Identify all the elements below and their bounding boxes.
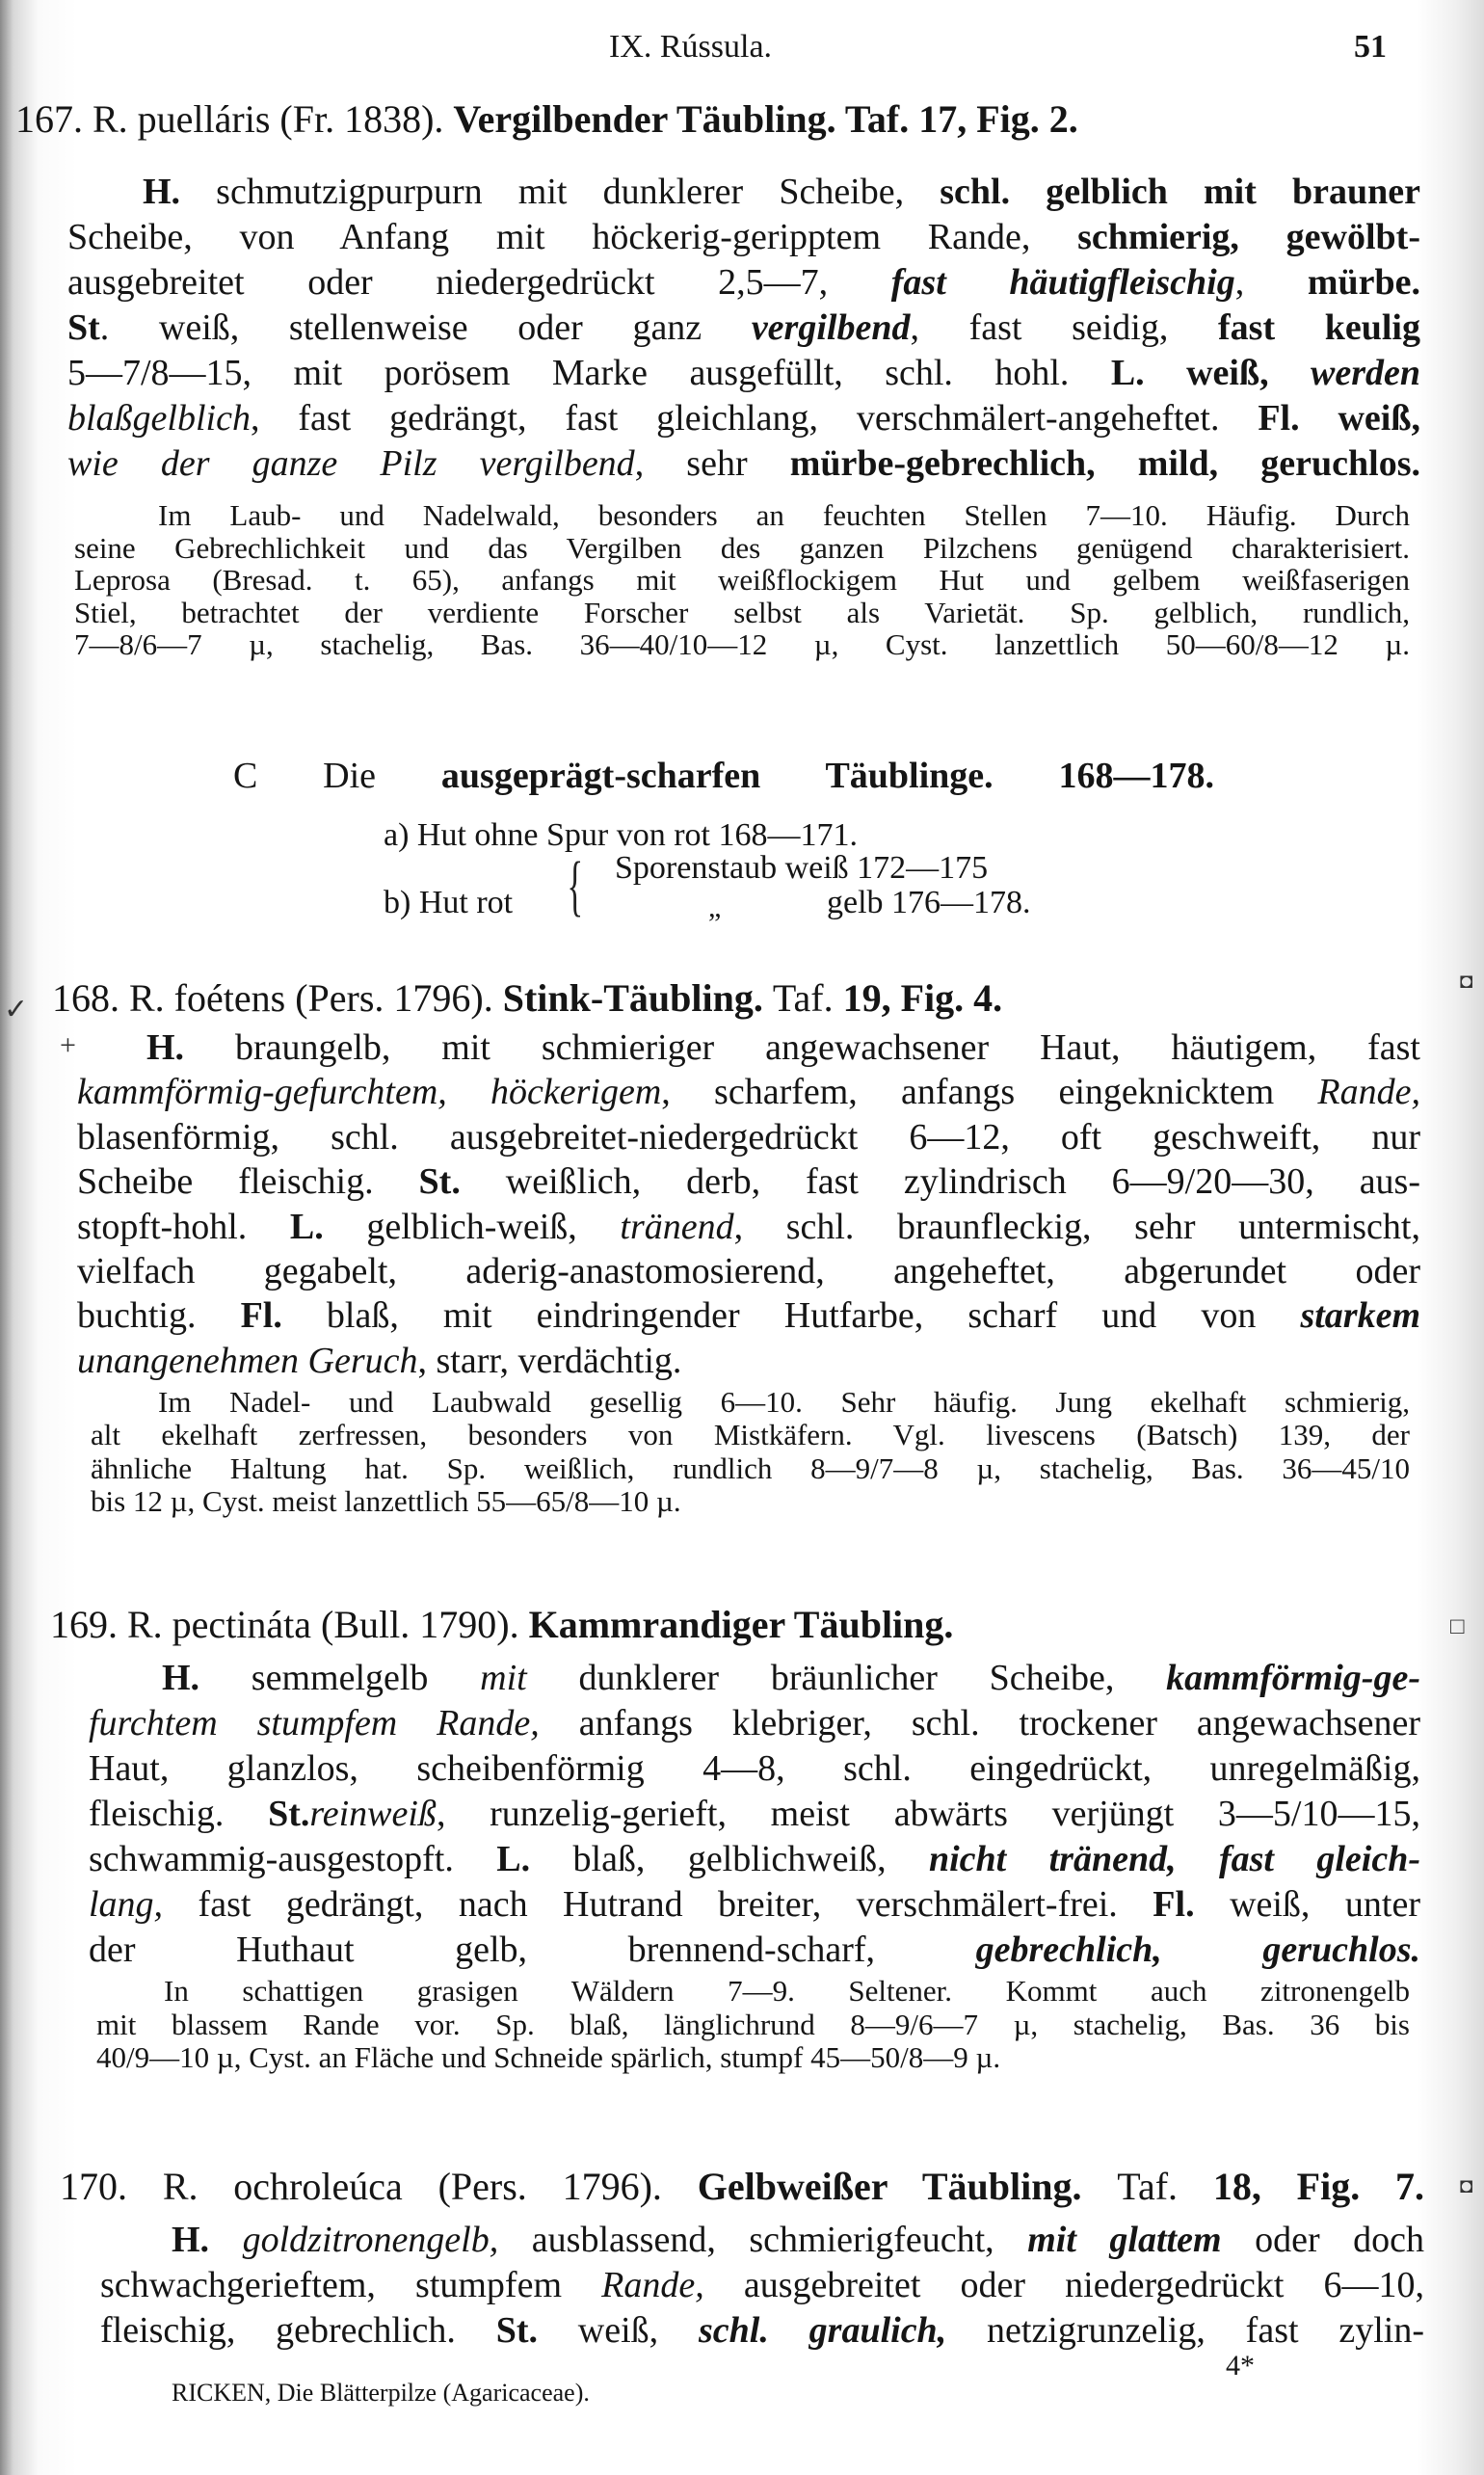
note-line	[74, 563, 1410, 598]
text-run: Taf.	[1117, 2165, 1213, 2208]
text-run: fast gedrängt, nach Hutrand breiter, verschmälert-frei.	[163, 1884, 1153, 1925]
text-run: Scheibe fleischig.	[77, 1161, 419, 1203]
note-line	[158, 498, 1410, 533]
text-run: buchtig.	[77, 1295, 241, 1337]
text-run: stopft-hohl.	[77, 1206, 290, 1247]
description-line	[89, 1793, 1420, 1835]
text-run: kammförmig-ge-	[1166, 1658, 1420, 1698]
description-line	[67, 352, 1420, 394]
text-run: Leprosa (Bresad. t. 65), anfangs mit weißflockigem Hut und gelbem weißfaserigen	[74, 563, 1410, 598]
text-run: , fast gedrängt, fast gleichlang, verschmälert-angeheftet.	[250, 398, 1259, 439]
description-line	[67, 261, 1420, 304]
entry-title	[52, 975, 1253, 1021]
text-run: blaß, mit eindringender Hutfarbe, scharf und von	[281, 1295, 1301, 1337]
text-run: Stiel, betrachtet der verdiente Forscher selbst als Varietät. Sp. gelblich, rundlich,	[74, 595, 1410, 629]
key-a: a) Hut ohne Spur von rot 168—171.	[384, 817, 859, 853]
description-line	[143, 171, 1420, 213]
entry-title	[50, 1602, 1147, 1647]
text-run: 170. R. ochroleúca (Pers. 1796).	[60, 2165, 698, 2208]
entry-title	[15, 96, 1420, 142]
text-run: oder doch	[1221, 2220, 1425, 2260]
text-run: semmelgelb	[199, 1658, 481, 1698]
note-line	[74, 627, 1410, 662]
text-run: , sehr	[634, 443, 790, 484]
text-run: gelblich-weiß,	[323, 1206, 621, 1247]
text-run: St.	[418, 1161, 461, 1203]
description-line	[67, 442, 1420, 485]
note-line	[74, 531, 1410, 566]
text-run: 168. R. foétens (Pers. 1796).	[52, 976, 503, 1020]
description-line	[146, 1026, 1420, 1069]
text-run: 167. R. puelláris (Fr. 1838).	[15, 97, 454, 141]
note-line	[158, 1385, 1410, 1420]
text-run: alt ekelhaft zerfressen, besonders von Mistkäfern. Vgl. livescens (Batsch) 139, der	[91, 1418, 1410, 1452]
running-head-title: IX. Rússula.	[609, 29, 773, 65]
text-run: anfangs klebriger, schl. trockener angewachsener	[539, 1703, 1420, 1743]
text-run: kammförmig-gefurchtem, höckerigem	[77, 1072, 662, 1113]
description-line	[100, 2309, 1424, 2352]
note-line	[164, 1974, 1410, 2009]
text-run: Fl. weiß,	[1258, 398, 1420, 439]
text-run: Im Nadel- und Laubwald gesellig 6—10. Sehr häufig. Jung ekelhaft schmierig,	[158, 1385, 1410, 1419]
description-line	[89, 1929, 1420, 1971]
text-run: unangenehmen Geruch	[77, 1340, 418, 1381]
text-run: schwammig-ausgestopft.	[89, 1839, 497, 1879]
section-heading	[233, 755, 1214, 797]
text-run: schl. gelblich mit brauner	[904, 172, 1420, 212]
text-run: ausblassend, schmierigfeucht,	[498, 2220, 1028, 2260]
note-line	[96, 2040, 1410, 2075]
text-run: der Huthaut gelb, brennend-scharf,	[89, 1929, 976, 1970]
text-run: Fl.	[1153, 1884, 1195, 1925]
text-run: Fl.	[240, 1295, 282, 1337]
text-run: bis 12 µ, Cyst. meist lanzettlich 55—65/8—10 µ.	[91, 1484, 681, 1519]
text-run: fast häutigfleischig	[890, 262, 1235, 303]
margin-mark-icon: ◘	[1460, 969, 1473, 993]
text-run: 5—7/8—15, mit porösem Marke ausgefüllt, schl. hohl.	[67, 353, 1111, 393]
text-run: H.	[146, 1027, 185, 1068]
text-run: seine Gebrechlichkeit und das Vergilben des ganzen Pilzchens genügend charakterisiert.	[74, 530, 1410, 565]
text-run: H.	[143, 172, 181, 212]
text-run: fleischig.	[89, 1794, 269, 1834]
text-run: ähnliche Haltung hat. Sp. weißlich, rundlich 8—9/7—8 µ, stachelig, Bas. 36—45/10	[91, 1450, 1410, 1485]
note-line	[91, 1418, 1410, 1452]
text-run: wie der ganze Pilz vergilbend	[67, 443, 635, 484]
text-run: Haut, glanzlos, scheibenförmig 4—8, schl. eingedrückt, unregelmäßig,	[89, 1748, 1420, 1789]
text-run: schwachgerieftem, stumpfem	[100, 2265, 602, 2305]
brace: {	[567, 849, 584, 923]
text-run: 18, Fig. 7.	[1212, 2165, 1425, 2208]
text-run: , starr, verdächtig.	[417, 1340, 682, 1381]
text-run: blasenförmig, schl. ausgebreitet-niedergedrückt 6—12, oft geschweift, nur	[77, 1116, 1420, 1158]
description-line	[100, 2264, 1424, 2306]
description-line	[89, 1883, 1420, 1926]
margin-mark-icon: □	[1450, 1614, 1465, 1639]
note-line	[91, 1451, 1410, 1486]
description-line	[77, 1340, 1420, 1382]
text-run: lang,	[89, 1884, 164, 1925]
text-run: vergilbend	[751, 307, 911, 348]
description-line	[77, 1116, 1420, 1158]
description-line	[67, 306, 1420, 349]
text-run: Gelbweißer Täubling.	[697, 2165, 1118, 2208]
text-run: H.	[162, 1658, 200, 1698]
note-line	[96, 2008, 1410, 2042]
text-run: schmierig, gewölbt-	[1030, 217, 1420, 257]
cross-mark-icon: +	[60, 1029, 76, 1061]
text-run: nicht tränend, fast gleich-	[928, 1839, 1421, 1879]
margin-mark-icon: ◘	[1460, 2173, 1473, 2197]
key-b1: Sporenstaub weiß 172—175	[615, 850, 989, 886]
text-run: C Die	[233, 756, 441, 796]
text-run: mürbe-gebrechlich, mild, geruchlos.	[789, 443, 1420, 484]
text-run: In schattigen grasigen Wäldern 7—9. Seltener. Kommt auch zitronengelb	[164, 1974, 1410, 2008]
text-run: Rande,	[601, 2265, 704, 2305]
text-run: Kammrandiger Täubling.	[528, 1603, 954, 1646]
description-line	[77, 1160, 1420, 1203]
text-run: mit blassem Rande vor. Sp. blaß, länglichrund 8—9/6—7 µ, stachelig, Bas. 36 bis	[96, 2007, 1410, 2041]
text-run: gebrechlich, geruchlos.	[975, 1929, 1420, 1970]
check-mark-icon: ✓	[4, 994, 29, 1025]
key-b: b) Hut rot	[384, 885, 514, 920]
text-run: reinweiß	[309, 1794, 437, 1834]
text-run: starkem	[1300, 1295, 1420, 1337]
text-run: ,	[1234, 262, 1308, 303]
note-line	[74, 596, 1410, 630]
description-line	[67, 397, 1420, 439]
text-run: mit glattem	[1027, 2220, 1222, 2260]
text-run: schmutzigpurpurn mit dunklerer Scheibe,	[180, 172, 905, 212]
text-run: weiß,	[538, 2310, 699, 2351]
description-line	[172, 2219, 1424, 2261]
text-run: Taf. 17, Fig. 2.	[844, 97, 1078, 141]
text-run: , schl. braunfleckig, sehr untermischt,	[733, 1206, 1420, 1247]
text-run: schl. graulich,	[699, 2310, 947, 2351]
text-run: 169. R. pectináta (Bull. 1790).	[50, 1603, 529, 1646]
text-run: Rande,	[1317, 1072, 1420, 1113]
text-run: tränend	[620, 1206, 734, 1247]
text-run: mit	[480, 1658, 527, 1698]
text-run: Stink-Täubling.	[502, 976, 773, 1020]
text-run: weißlich, derb, fast zylindrisch 6—9/20—30, aus-	[460, 1161, 1420, 1203]
text-run: ausgeprägt-scharfen Täublinge. 168—178.	[440, 756, 1215, 796]
note-line	[91, 1484, 1410, 1519]
text-run: braungelb, mit schmieriger angewachsener Haut, häutigem, fast	[184, 1027, 1420, 1068]
text-run: Taf.	[772, 976, 843, 1020]
description-line	[162, 1657, 1420, 1699]
description-line	[77, 1250, 1420, 1292]
text-run: mürbe.	[1307, 262, 1420, 303]
text-run: Vergilbender Täubling.	[453, 97, 845, 141]
text-run: L. weiß,	[1110, 353, 1311, 393]
entry-title	[60, 2164, 1424, 2209]
text-run: ausgebreitet oder niedergedrückt 6—10,	[703, 2265, 1425, 2305]
text-run: vielfach gegabelt, aderig-anastomosierend, angeheftet, abgerundet oder	[77, 1251, 1420, 1291]
text-run: werden	[1311, 353, 1420, 393]
text-run: Scheibe, von Anfang mit höckerig-geripptem Rande,	[67, 217, 1031, 257]
text-run: goldzitronengelb,	[209, 2220, 499, 2260]
text-run: furchtem stumpfem Rande,	[89, 1703, 540, 1743]
page-number: 51	[1354, 29, 1387, 65]
text-run: , scharfem, anfangs eingeknicktem	[661, 1072, 1318, 1113]
text-run: L.	[496, 1839, 531, 1879]
key-b2: gelb 176—178.	[827, 885, 1031, 920]
text-run: blaß, gelblichweiß,	[530, 1839, 929, 1879]
description-line	[77, 1294, 1420, 1337]
key-b2-ditto: „	[708, 892, 722, 923]
description-line	[77, 1206, 1420, 1248]
text-run: St	[67, 307, 100, 348]
description-line	[89, 1747, 1420, 1790]
text-run: 7—8/6—7 µ, stachelig, Bas. 36—40/10—12 µ, Cyst. lanzettlich 50—60/8—12 µ.	[74, 627, 1410, 662]
footer-imprint: RICKEN, Die Blätterpilze (Agaricaceae).	[172, 2379, 590, 2407]
text-run: . weiß, stellenweise oder ganz	[99, 307, 752, 348]
text-run: 19, Fig. 4.	[842, 976, 1003, 1020]
description-line	[89, 1702, 1420, 1744]
text-run: fast keulig	[1218, 307, 1420, 348]
description-line	[67, 216, 1420, 258]
text-run: blaßgelblich	[67, 398, 251, 439]
text-run: , fast seidig,	[910, 307, 1218, 348]
text-run: netzigrunzelig, fast zylin-	[946, 2310, 1424, 2351]
description-line	[77, 1071, 1420, 1113]
text-run: St.	[495, 2310, 538, 2351]
text-run: ausgebreitet oder niedergedrückt 2,5—7,	[67, 262, 891, 303]
text-run: dunklerer bräunlicher Scheibe,	[526, 1658, 1167, 1698]
text-run: St.	[268, 1794, 310, 1834]
text-run: L.	[289, 1206, 324, 1247]
signature-mark: 4*	[1226, 2350, 1255, 2382]
text-run: fleischig, gebrechlich.	[100, 2310, 496, 2351]
text-run: Im Laub- und Nadelwald, besonders an feuchten Stellen 7—10. Häufig. Durch	[158, 498, 1410, 532]
text-run: H.	[172, 2220, 210, 2260]
description-line	[89, 1838, 1420, 1880]
text-run: 40/9—10 µ, Cyst. an Fläche und Schneide spärlich, stumpf 45—50/8—9 µ.	[96, 2040, 1001, 2074]
text-run: , runzelig-gerieft, meist abwärts verjüngt 3—5/10—15,	[436, 1794, 1420, 1834]
text-run: weiß, unter	[1194, 1884, 1420, 1925]
